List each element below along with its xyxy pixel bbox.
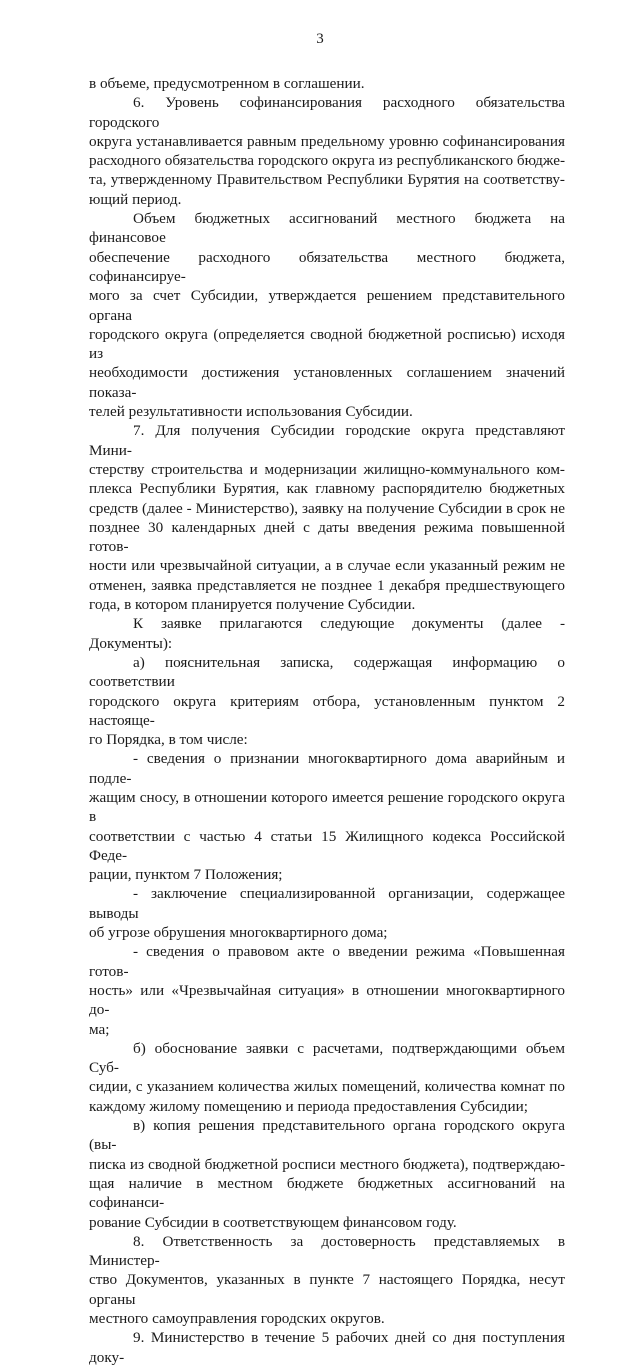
paragraph <box>89 74 565 93</box>
text-line: сидии, с указанием количества жилых помещений, количества комнат по <box>89 1078 565 1096</box>
text-line: отменен, заявка представляется не позднее 1 декабря предшествующего <box>89 576 565 594</box>
text-line: - заключение специализированной организации, содержащее выводы <box>89 885 565 922</box>
text-line: жащим сносу, в отношении которого имеется решение городского округа в <box>89 788 565 826</box>
text-line: позднее 30 календарных дней с даты введения режима повышенной готов- <box>89 518 565 556</box>
text-line: К заявке прилагаются следующие документы (далее - Документы): <box>89 615 565 652</box>
paragraph <box>89 93 565 209</box>
text-line: - сведения о правовом акте о введении режима «Повышенная готов- <box>89 943 565 980</box>
text-line: плекса Республики Бурятия, как главному распорядителю бюджетных <box>89 480 565 498</box>
paragraph <box>89 209 565 421</box>
text-line: стерству строительства и модернизации жилищно-коммунального ком- <box>89 460 565 478</box>
text-line: в объеме, предусмотренном в соглашении. <box>89 75 365 92</box>
paragraph <box>89 1232 565 1328</box>
text-line: рование Субсидии в соответствующем финансовом году. <box>89 1213 457 1231</box>
text-line: та, утвержденному Правительством Республики Бурятия на соответству- <box>89 171 565 189</box>
text-line: средств (далее - Министерство), заявку на получение Субсидии в срок не <box>89 499 565 517</box>
text-line: 6. Уровень софинансирования расходного обязательства городского <box>89 94 565 131</box>
text-line: 9. Министерство в течение 5 рабочих дней со дня поступления доку- <box>89 1329 565 1366</box>
text-line: б) обоснование заявки с расчетами, подтверждающими объем Суб- <box>89 1039 565 1077</box>
text-line: городского округа (определяется сводной бюджетной росписью) исходя из <box>89 325 565 363</box>
text-line: ющий период. <box>89 190 182 208</box>
text-line: каждому жилому помещению и периода предоставления Субсидии; <box>89 1097 529 1115</box>
text-line: а) пояснительная записка, содержащая информацию о соответствии <box>89 653 565 691</box>
text-line: телей результативности использования Субсидии. <box>89 403 413 421</box>
text-line: года, в котором планируется получение Субсидии. <box>89 596 416 614</box>
text-line: мого за счет Субсидии, утверждается решением представительного органа <box>89 287 565 324</box>
text-line: ность» или «Чрезвычайная ситуация» в отношении многоквартирного до- <box>89 981 565 1019</box>
text-line: обеспечение расходного обязательства местного бюджета, софинансируе- <box>89 248 565 285</box>
text-line: местного самоуправления городских округов. <box>89 1310 385 1327</box>
text-line: городского округа критериям отбора, установленным пунктом 2 настояще- <box>89 692 565 729</box>
paragraph <box>89 1039 565 1116</box>
text-line: го Порядка, в том числе: <box>89 731 248 749</box>
text-line: Объем бюджетных ассигнований местного бюджета на финансовое <box>89 210 565 247</box>
text-line: 8. Ответственность за достоверность представляемых в Министер- <box>89 1232 565 1270</box>
paragraph <box>89 942 565 1038</box>
paragraph <box>89 749 565 884</box>
text-line: 7. Для получения Субсидии городские округа представляют Мини- <box>89 422 565 459</box>
paragraph <box>89 614 565 653</box>
paragraph <box>89 421 565 614</box>
text-line: ма; <box>89 1020 110 1038</box>
paragraph <box>89 1116 565 1232</box>
text-line: ство Документов, указанных в пункте 7 настоящего Порядка, несут органы <box>89 1271 565 1308</box>
text-line: писка из сводной бюджетной росписи местного бюджета), подтверждаю- <box>89 1155 565 1173</box>
text-line: необходимости достижения установленных соглашением значений показа- <box>89 364 565 401</box>
text-line: соответствии с частью 4 статьи 15 Жилищного кодекса Российской Феде- <box>89 827 565 864</box>
text-line: об угрозе обрушения многоквартирного дома; <box>89 924 388 942</box>
text-line: расходного обязательства городского округа из республиканского бюдже- <box>89 152 565 170</box>
text-line: рации, пунктом 7 Положения; <box>89 866 283 884</box>
paragraph <box>89 1328 565 1367</box>
text-line: щая наличие в местном бюджете бюджетных ассигнований на софинанси- <box>89 1174 565 1212</box>
paragraph <box>89 653 565 749</box>
page-number: 3 <box>316 31 324 47</box>
text-line: округа устанавливается равным предельному уровню софинансирования <box>89 132 565 150</box>
paragraph <box>89 884 565 942</box>
text-line: в) копия решения представительного органа городского округа (вы- <box>89 1117 565 1154</box>
text-line: - сведения о признании многоквартирного дома аварийным и подле- <box>89 750 565 787</box>
text-line: ности или чрезвычайной ситуации, а в случае если указанный режим не <box>89 557 565 575</box>
document-body <box>89 74 565 1367</box>
